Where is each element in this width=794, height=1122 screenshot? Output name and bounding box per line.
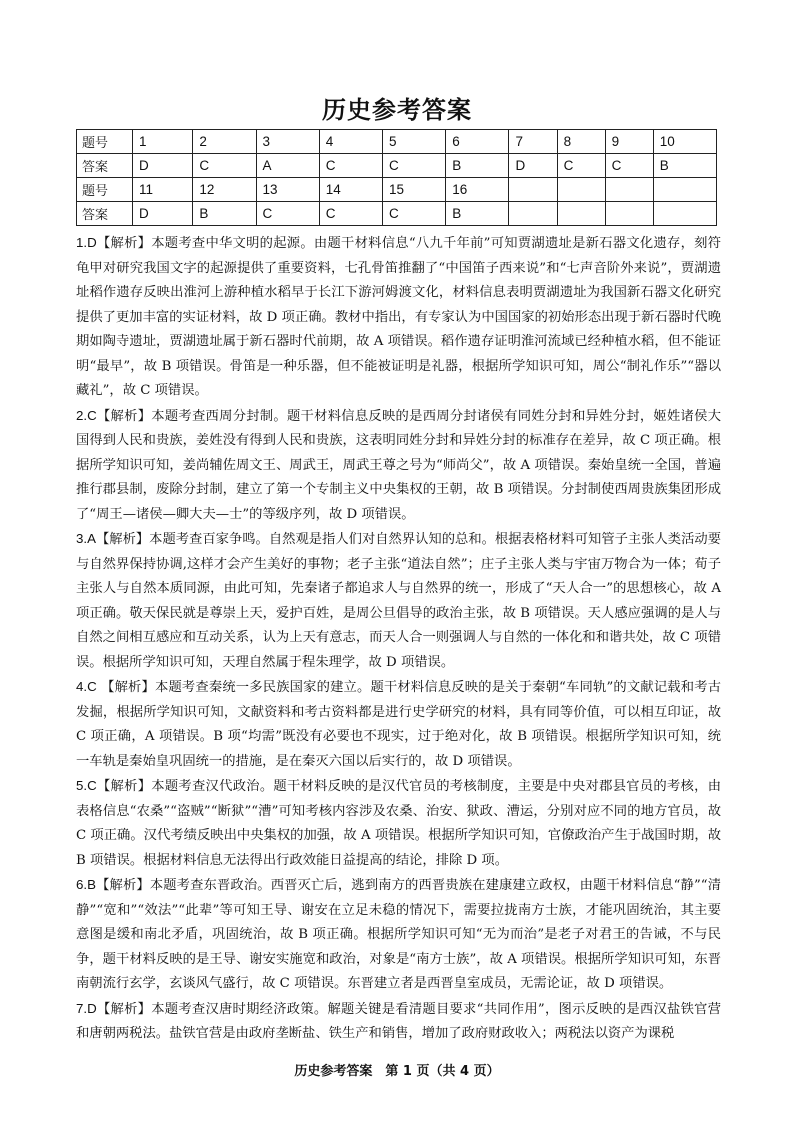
- table-cell: 1: [133, 130, 193, 154]
- explanations: [76, 231, 721, 1047]
- explanation-text: 【解析】本题考查汉唐时期经济政策。解题关键是看清题目要求“共同作用”，图示反映的是西汉盐铁官营和唐朝两税法。盐铁官营是由政府垄断盐、铁生产和销售，增加了政府财政收入；两税法以资产为课税: [76, 1001, 721, 1041]
- row-label: 题号: [77, 178, 133, 202]
- table-cell: [653, 202, 716, 226]
- explanation-text: 【解析】本题考查百家争鸣。自然观是指人们对自然界认知的总和。根据表格材料可知管子主张人类活动要与自然界保持协调,这样才会产生美好的事物；老子主张“道法自然”；庄子主张人类与宇宙万物合为一体；荀子主张人与自然本质同源，由此可知，先秦诸子都追求人与自然界的统一，形成了“天人合一”的思想核心，故 A 项正确。敬天保民就是尊崇上天，爱护百姓，是周公旦倡导的政治主张，故 B 项错误。天人感应强调的是人与自然之间相互感应和互动关系，认为上天有意志，而天人合一则强调人与自然的一体化和和谐共处，故 C 项错误。根据所学知识可知，天理自然属于程朱理学，故 D 项错误。: [76, 532, 721, 670]
- row-label: 答案: [77, 154, 133, 178]
- explanation-text: 【解析】本题考查中华文明的起源。由题干材料信息“八九千年前”可知贾湖遗址是新石器文化遗存，刻符龟甲对研究我国文字的起源提供了重要资料，七孔骨笛推翻了“中国笛子西来说”和“七声音阶外来说”，贾湖遗址稻作遗存反映出淮河上游种植水稻早于长江下游河姆渡文化，材料信息表明贾湖遗址为我国新石器文化研究提供了更加丰富的实证材料，故 D 项正确。教材中指出，有专家认为中国国家的初始形态出现于新石器时代晚期如陶寺遗址，贾湖遗址属于新石器时代前期，故 A 项错误。稻作遗存证明淮河流域已经种植水稻，但不能证明“最早”，故 B 项错误。骨笛是一种乐器，但不能被证明是礼器，根据所学知识可知，周公“制礼作乐”“器以藏礼”，故 C 项错误。: [76, 236, 721, 398]
- explanation-item: [76, 404, 721, 528]
- table-cell: 11: [133, 178, 193, 202]
- table-cell: C: [605, 154, 653, 178]
- explanation-item: [76, 997, 721, 1047]
- table-cell: 4: [319, 130, 382, 154]
- table-cell: B: [446, 154, 509, 178]
- question-number: 1.D: [76, 235, 97, 250]
- question-number: 5.C: [76, 778, 97, 793]
- explanation-text: 【解析】本题考查西周分封制。题干材料信息反映的是西周分封诸侯有同姓分封和异姓分封，姬姓诸侯大国得到人民和贵族，姜姓没有得到人民和贵族，这表明同姓分封和异姓分封的标准存在差异，故 C 项正确。根据所学知识可知，姜尚辅佐周文王、周武王，周武王尊之号为“师尚父”，故 A 项错误。秦始皇统一全国，普遍推行郡县制，废除分封制，建立了第一个专制主义中央集权的王朝，故 B 项错误。分封制使西周贵族集团形成了“周王—诸侯—卿大夫—士”的等级序列，故 D 项错误。: [76, 408, 721, 522]
- question-number: 6.B: [76, 877, 96, 892]
- explanation-item: [76, 873, 721, 997]
- explanation-text: 【解析】本题考查东晋政治。西晋灭亡后，逃到南方的西晋贵族在建康建立政权，由题干材料信息“静”“清静”“宽和”“效法”“此辈”等可知王导、谢安在立足未稳的情况下，需要拉拢南方士族，才能巩固统治，其主要意图是缓和南北矛盾，巩固统治，故 B 项正确。根据所学知识可知“无为而治”是老子对君王的告诫，不与民争，题干材料反映的是王导、谢安实施宽和政治，对象是“南方士族”，故 A 项错误。根据所学知识可知，东晋南朝流行玄学，玄谈风气盛行，故 C 项错误。东晋建立者是西晋皇室成员，无需论证，故 D 项错误。: [76, 878, 721, 991]
- table-cell: 13: [256, 178, 319, 202]
- table-cell: D: [133, 154, 193, 178]
- table-cell: 15: [383, 178, 446, 202]
- table-cell: [653, 178, 716, 202]
- table-cell: B: [653, 154, 716, 178]
- table-cell: [605, 202, 653, 226]
- table-cell: B: [446, 202, 509, 226]
- table-cell: C: [193, 154, 256, 178]
- table-cell: 3: [256, 130, 319, 154]
- table-cell: 7: [509, 130, 557, 154]
- table-cell: 12: [193, 178, 256, 202]
- table-cell: C: [383, 154, 446, 178]
- question-number: 7.D: [76, 1000, 97, 1016]
- table-cell: C: [319, 202, 382, 226]
- table-cell: 10: [653, 130, 716, 154]
- table-cell: C: [383, 202, 446, 226]
- explanation-item: [76, 774, 721, 873]
- table-cell: [557, 178, 605, 202]
- row-label: 题号: [77, 130, 133, 154]
- page-footer: 历史参考答案 第 1 页（共 4 页）: [294, 1064, 500, 1079]
- table-cell: D: [509, 154, 557, 178]
- explanation-text: 【解析】本题考查秦统一多民族国家的建立。题干材料信息反映的是关于秦朝“车同轨”的文献记载和考古发掘，根据所学知识可知，文献资料和考古资料都是进行史学研究的材料，具有同等价值，可以相互印证，故 C 项正确，A 项错误。B 项“均需”既没有必要也不现实，过于绝对化，故 B 项错误。根据所学知识可知，统一车轨是秦始皇巩固统一的措施，是在秦灭六国以后实行的，故 D 项错误。: [76, 680, 721, 769]
- page-title: 历史参考答案: [322, 95, 472, 124]
- table-cell: 8: [557, 130, 605, 154]
- answer-table: [76, 129, 717, 226]
- table-cell: [509, 178, 557, 202]
- table-cell: [509, 202, 557, 226]
- table-row: [77, 178, 717, 202]
- table-cell: 14: [319, 178, 382, 202]
- table-row: [77, 130, 717, 154]
- row-label: 答案: [77, 202, 133, 226]
- explanation-text: 【解析】本题考查汉代政治。题干材料反映的是汉代官员的考核制度，主要是中央对郡县官员的考核，由表格信息“农桑”“盗贼”“断狱”“漕”可知考核内容涉及农桑、治安、狱政、漕运，分别对应不同的地方官员，故 C 项正确。汉代考绩反映出中央集权的加强，故 A 项错误。根据所学知识可知，官僚政治产生于战国时期，故 B 项错误。根据材料信息无法得出行政效能日益提高的结论，排除 D 项。: [76, 779, 721, 868]
- table-cell: B: [193, 202, 256, 226]
- table-cell: 2: [193, 130, 256, 154]
- table-cell: C: [319, 154, 382, 178]
- table-cell: 6: [446, 130, 509, 154]
- explanation-item: [76, 675, 721, 774]
- explanation-item: [76, 231, 721, 404]
- question-number: 4.C: [76, 679, 97, 694]
- table-cell: A: [256, 154, 319, 178]
- table-cell: [557, 202, 605, 226]
- question-number: 2.C: [76, 407, 97, 423]
- table-row: [77, 202, 717, 226]
- question-number: 3.A: [76, 531, 96, 546]
- table-cell: 9: [605, 130, 653, 154]
- table-cell: D: [133, 202, 193, 226]
- table-cell: C: [557, 154, 605, 178]
- explanation-item: [76, 527, 721, 675]
- table-cell: 16: [446, 178, 509, 202]
- table-cell: C: [256, 202, 319, 226]
- table-cell: 5: [383, 130, 446, 154]
- table-cell: [605, 178, 653, 202]
- table-row: [77, 154, 717, 178]
